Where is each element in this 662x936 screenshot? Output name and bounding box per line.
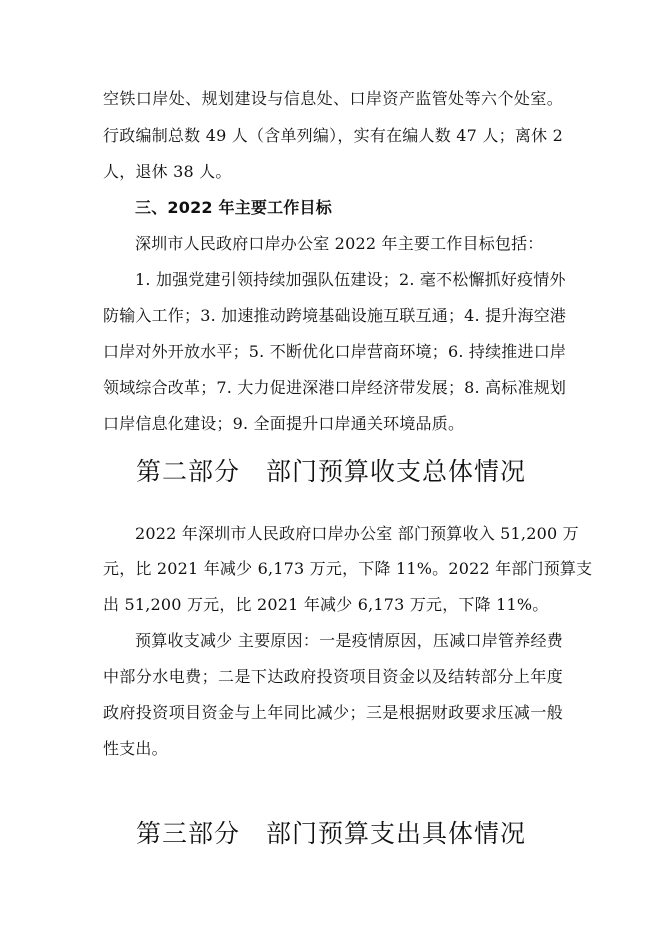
paragraph-line: 政府投资项目资金与上年同比减少；三是根据财政要求压减一般 (103, 703, 563, 722)
paragraph-line: 1. 加强党建引领持续加强队伍建设；2. 毫不松懈抓好疫情外 (135, 270, 566, 289)
paragraph-line: 口岸信息化建设；9. 全面提升口岸通关环境品质。 (103, 414, 465, 433)
paragraph-line: 2022 年深圳市人民政府口岸办公室 部门预算收入 51,200 万 (135, 524, 579, 543)
paragraph-line: 预算收支减少 主要原因：一是疫情原因，压减口岸管养经费 (135, 631, 563, 650)
paragraph-line: 人，退休 38 人。 (103, 162, 232, 181)
paragraph-line: 中部分水电费；二是下达政府投资项目资金以及结转部分上年度 (103, 667, 563, 686)
paragraph-line: 口岸对外开放水平；5. 不断优化口岸营商环境；6. 持续推进口岸 (103, 342, 567, 361)
paragraph-line: 领域综合改革；7. 大力促进深港口岸经济带发展；8. 高标准规划 (103, 378, 567, 397)
paragraph-line: 性支出。 (103, 739, 168, 758)
paragraph-line: 行政编制总数 49 人（含单列编），实有在编人数 47 人；离休 2 (103, 126, 563, 145)
part-two-heading: 第二部分 部门预算收支总体情况 (135, 457, 526, 486)
paragraph-line: 元，比 2021 年减少 6,173 万元，下降 11%。2022 年部门预算支 (103, 559, 593, 578)
section-title: 三、2022 年主要工作目标 (135, 198, 332, 217)
paragraph-line: 出 51,200 万元，比 2021 年减少 6,173 万元，下降 11%。 (103, 595, 549, 614)
paragraph-line: 空铁口岸处、规划建设与信息处、口岸资产监管处等六个处室。 (103, 89, 563, 108)
part-three-heading: 第三部分 部门预算支出具体情况 (135, 819, 526, 848)
paragraph-line: 防输入工作；3. 加速推动跨境基础设施互联互通；4. 提升海空港 (103, 306, 567, 325)
paragraph-line: 深圳市人民政府口岸办公室 2022 年主要工作目标包括： (135, 234, 544, 253)
